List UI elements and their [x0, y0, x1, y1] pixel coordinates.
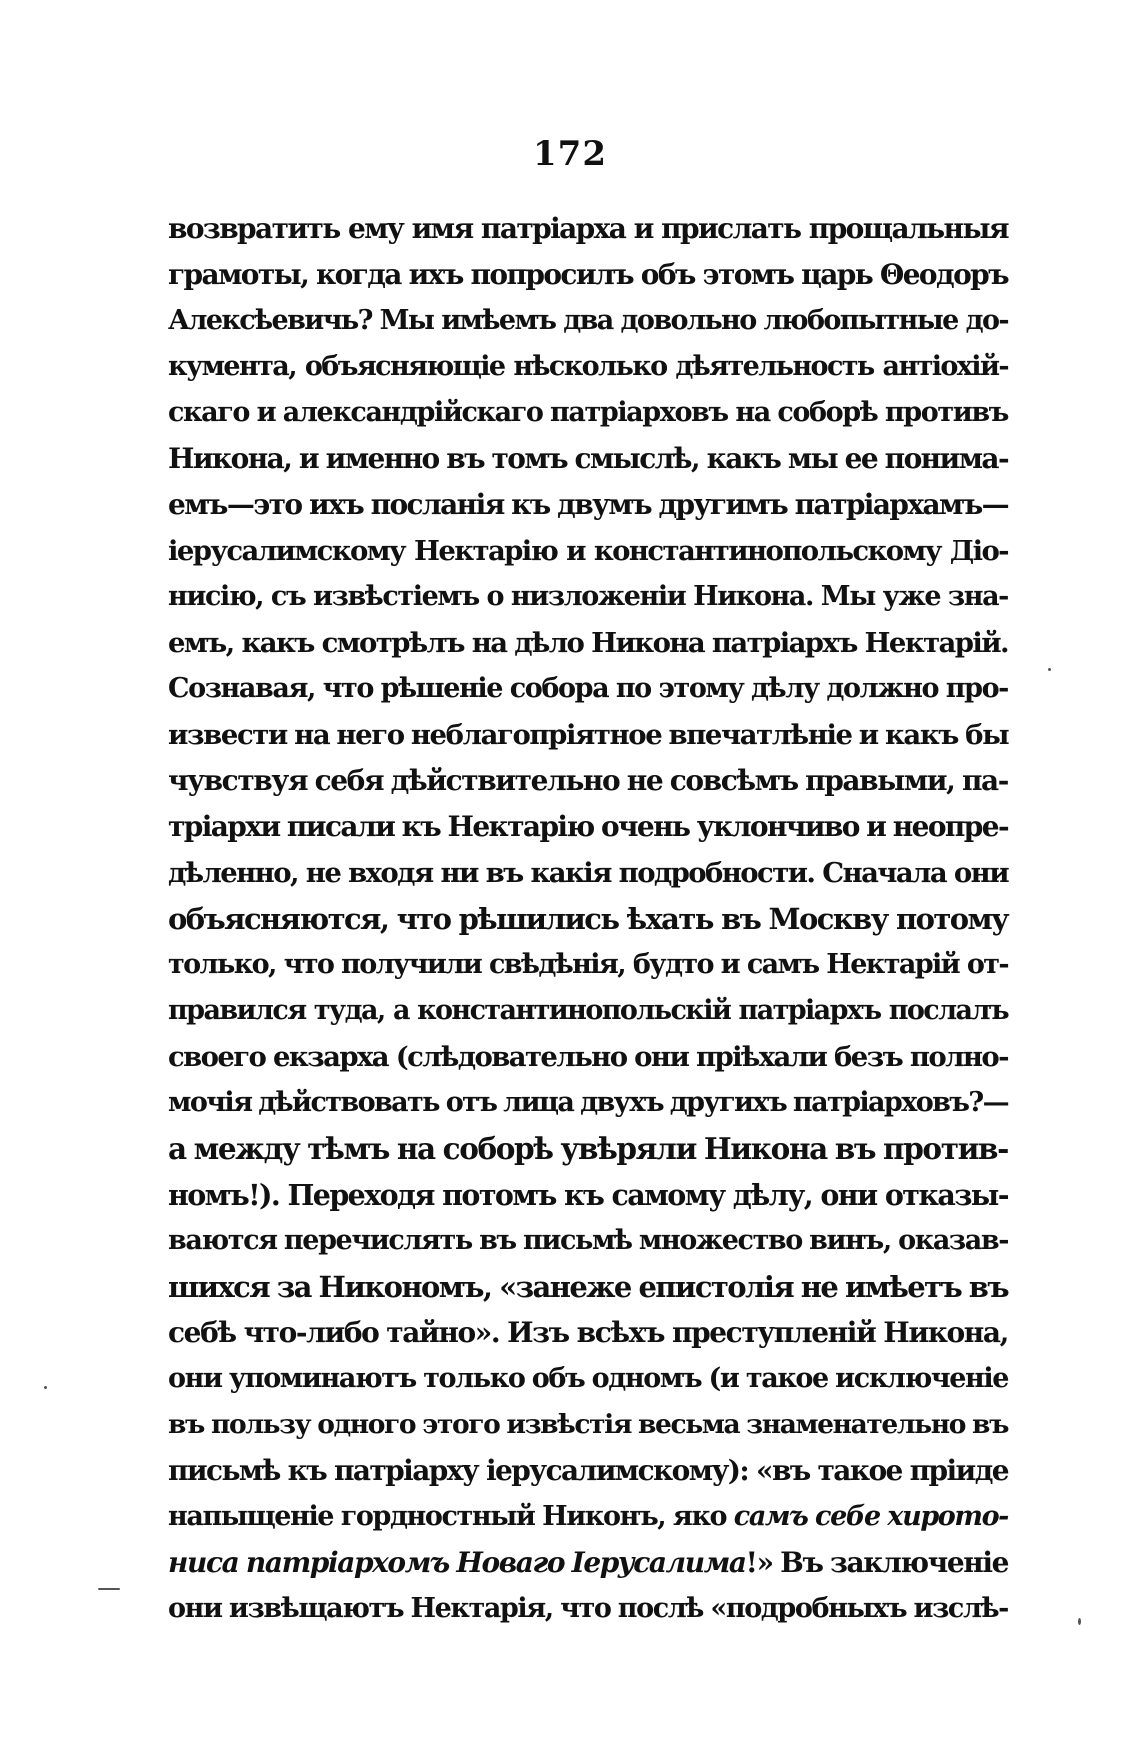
text-line [168, 1540, 1008, 1586]
text-line [168, 574, 1008, 620]
text-segment: себѣ что-либо тайно». Изъ всѣхъ преступленій Никона, [168, 1316, 1008, 1349]
italic-text: ниса патріархомъ Новаго Іерусалима [168, 1546, 746, 1579]
text-segment: номъ!). Переходя потомъ къ самому дѣлу, они отказы- [168, 1178, 1008, 1212]
text-line [168, 298, 1008, 344]
text-segment: а между тѣмъ на соборѣ увѣряли Никона въ против- [168, 1131, 1008, 1166]
text-line [168, 252, 1008, 298]
text-segment: тріархи писали къ Нектарію очень уклончиво и неопре- [168, 810, 1008, 843]
text-segment: Алексѣевичь? Мы имѣемъ два довольно любопытные до- [168, 305, 1008, 336]
text-line [168, 1080, 1008, 1126]
text-segment: они извѣщаютъ Нектарія, что послѣ «подробныхъ изслѣ- [168, 1593, 1008, 1624]
text-segment: правился туда, а константинопольскій патріархъ послалъ [168, 995, 1008, 1026]
text-line [168, 344, 1008, 390]
text-segment: грамоты, когда ихъ попросилъ объ этомъ царь Θеодоръ [168, 258, 1008, 291]
text-segment: Сознавая, что рѣшеніе собора по этому дѣлу должно про- [168, 673, 1008, 704]
text-line [168, 482, 1008, 528]
text-line [168, 390, 1008, 436]
text-segment: только, что получили свѣдѣнія, будто и самъ Нектарій от- [168, 949, 1008, 980]
text-segment: Никона, и именно въ томъ смыслѣ, какъ мы ее понима- [168, 442, 1008, 475]
text-segment: шихся за Никономъ, «занеже епистолія не имѣетъ въ [168, 1270, 1008, 1304]
text-line [168, 942, 1008, 988]
text-line [168, 436, 1008, 482]
text-segment: напыщеніе гордностный Никонъ, яко [168, 1501, 734, 1532]
text-segment: письмѣ къ патріарху іерусалимскому): «въ такое пріиде [168, 1454, 1008, 1487]
page-number: 172 [533, 134, 607, 174]
text-line [168, 1218, 1008, 1264]
italic-text: самъ себе хирото- [733, 1501, 1008, 1532]
text-segment: извести на него неблагопріятное впечатлѣніе и какъ бы [168, 719, 1009, 751]
text-line [168, 1126, 1008, 1172]
text-line [168, 804, 1008, 850]
text-segment: скаго и александрійскаго патріарховъ на соборѣ противъ [168, 397, 1008, 428]
text-line [168, 1034, 1008, 1080]
scan-speck [1048, 668, 1051, 671]
text-line [168, 620, 1008, 666]
text-line [168, 528, 1008, 574]
text-segment: въ пользу одного этого извѣстія весьма знаменательно въ [168, 1409, 1008, 1440]
text-line [168, 666, 1008, 712]
text-line [168, 1172, 1008, 1218]
text-line [168, 758, 1008, 804]
text-segment: чувствуя себя дѣйствительно не совсѣмъ правыми, па- [168, 764, 1008, 797]
text-line [168, 850, 1008, 896]
text-segment: своего екзарха (слѣдовательно они пріѣхали безъ полно- [168, 1041, 1008, 1073]
text-line [168, 1494, 1008, 1540]
text-line [168, 896, 1008, 942]
text-segment: емъ, какъ смотрѣлъ на дѣло Никона патріархъ Нектарій. [168, 627, 1008, 659]
text-segment: они упоминаютъ только объ одномъ (и такое исключеніе [168, 1363, 1008, 1394]
text-line [168, 206, 1008, 252]
text-line [168, 1586, 1008, 1632]
text-segment: возвратить ему имя патріарха и прислать прощальныя [168, 212, 1008, 245]
text-segment: ваются перечислять въ письмѣ множество винъ, оказав- [168, 1225, 1008, 1256]
text-segment: объясняются, что рѣшились ѣхать въ Москву потому [168, 902, 1008, 936]
text-segment: !» Въ заключеніе [745, 1546, 1008, 1579]
text-line [168, 1448, 1008, 1494]
text-segment: нисію, съ извѣстіемъ о низложеніи Никона. Мы уже зна- [168, 581, 1008, 612]
text-segment: дѣленно, не входя ни въ какія подробности. Сначала они [168, 857, 1008, 889]
text-segment: іерусалимскому Нектарію и константинопольскому Діо- [168, 535, 1008, 567]
text-line [168, 988, 1008, 1034]
body-text [168, 206, 1008, 1632]
scan-speck [98, 1588, 120, 1590]
scan-speck [44, 1386, 47, 1389]
text-segment: емъ—это ихъ посланія къ двумъ другимъ патріархамъ— [168, 488, 1008, 521]
text-line [168, 712, 1008, 758]
text-line [168, 1310, 1008, 1356]
scan-speck [1078, 1618, 1081, 1625]
text-line [168, 1356, 1008, 1402]
text-segment: кумента, объясняющіе нѣсколько дѣятельность антіохій- [168, 351, 1008, 382]
text-line [168, 1402, 1008, 1448]
text-segment: мочія дѣйствовать отъ лица двухъ другихъ патріарховъ?— [168, 1087, 1008, 1118]
text-line [168, 1264, 1008, 1310]
